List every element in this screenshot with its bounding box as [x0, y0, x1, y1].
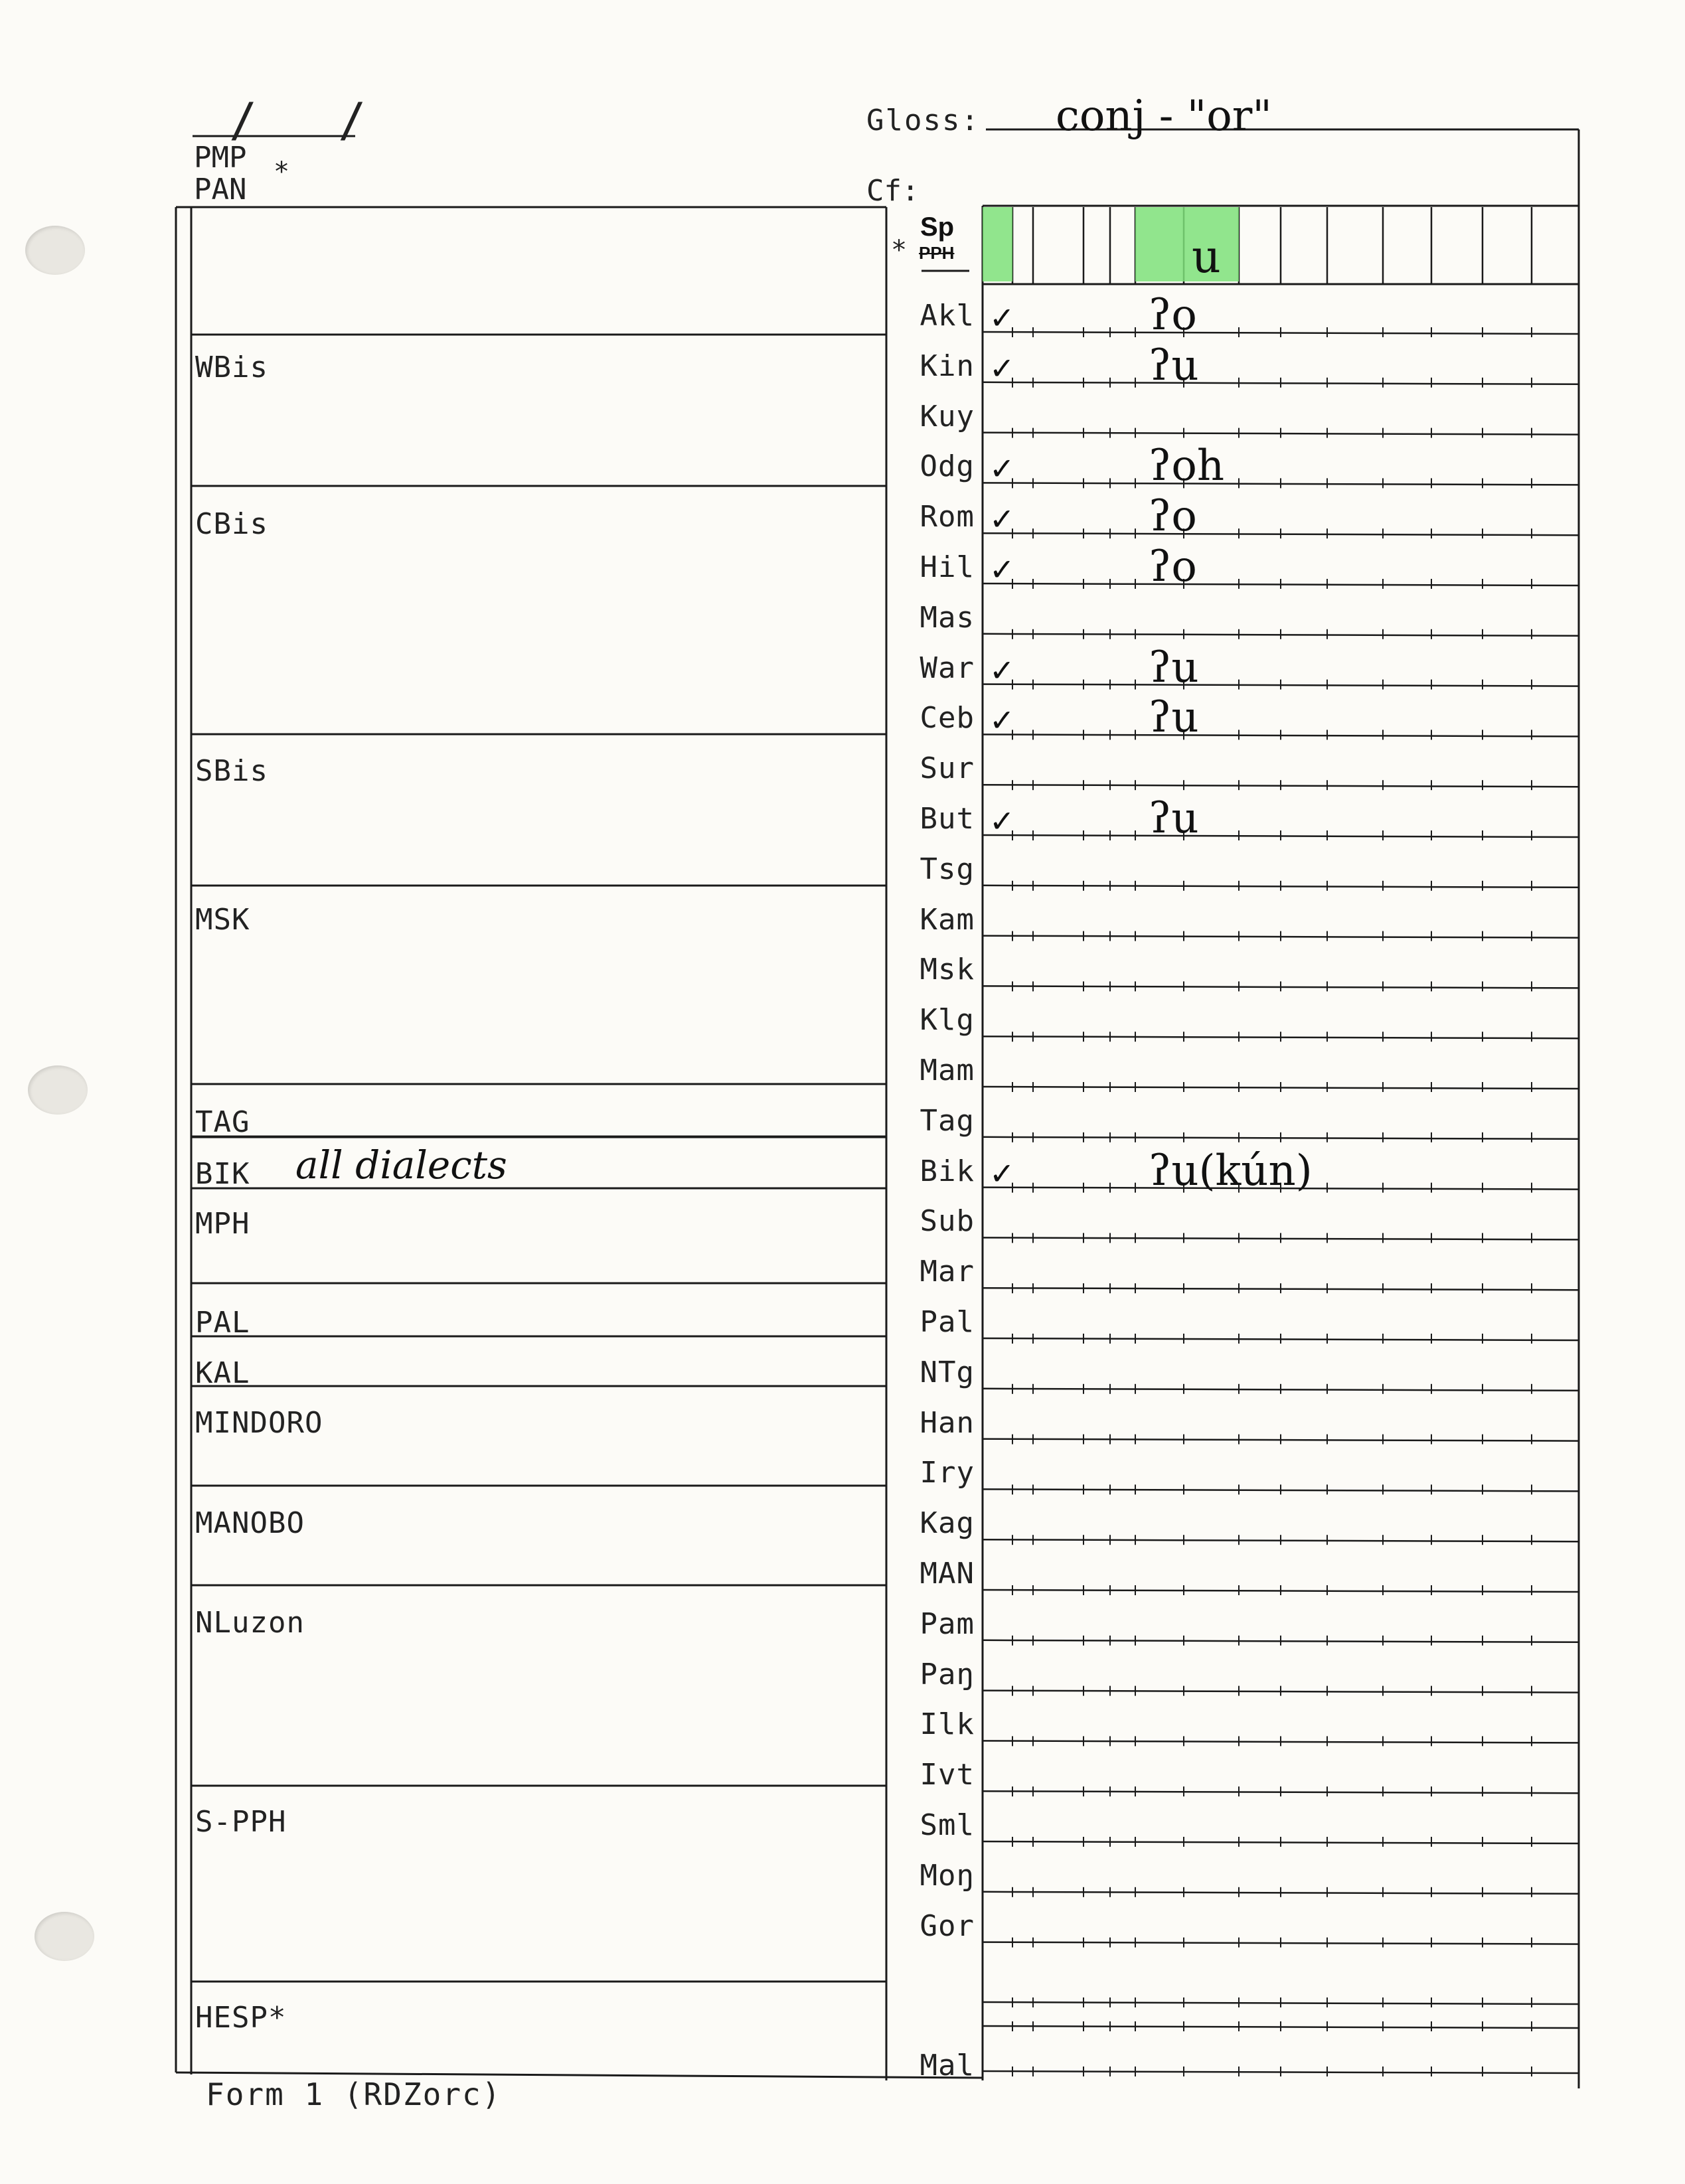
cognate-check-mark: ✓ [989, 501, 1015, 538]
group-label-manobo: MANOBO [195, 1506, 305, 1540]
cognate-form: ʔo [1149, 492, 1197, 542]
language-code: MAN [920, 1557, 975, 1591]
language-code: Kag [920, 1506, 975, 1541]
group-label-wbis: WBis [195, 351, 268, 384]
group-label-s-pph: S-PPH [195, 1805, 287, 1839]
header-asterisk: * [891, 235, 908, 266]
cognate-check-mark: ✓ [989, 702, 1015, 739]
group-label-tag: TAG [195, 1105, 250, 1139]
group-label-kal: KAL [195, 1356, 250, 1390]
cognate-check-mark: ✓ [989, 350, 1015, 386]
language-code: Odg [920, 449, 975, 484]
cognate-form: ʔo [1149, 542, 1197, 591]
language-code: NTg [920, 1355, 975, 1389]
language-code: Pam [920, 1606, 975, 1641]
pmp-label: PMP [194, 141, 247, 175]
cognate-check-mark: ✓ [989, 451, 1015, 487]
group-label-sbis: SBis [195, 754, 268, 788]
cognate-form: ʔu [1149, 341, 1199, 390]
cognate-form: ʔo [1149, 291, 1197, 340]
language-code: Rom [920, 500, 975, 534]
date-slashes: / / [229, 93, 393, 147]
language-code: Tsg [920, 852, 975, 886]
cognate-form: ʔu(kún) [1149, 1146, 1313, 1196]
group-label-hesp-: HESP* [195, 2001, 287, 2035]
sp-label: Sp [920, 212, 955, 242]
cognate-check-mark: ✓ [989, 652, 1015, 688]
group-label-pal: PAL [195, 1306, 250, 1340]
group-label-msk: MSK [195, 903, 250, 937]
cognate-check-mark: ✓ [989, 803, 1015, 839]
language-code: Kuy [920, 399, 975, 433]
language-code: Hil [920, 550, 975, 584]
header-form: u [1192, 231, 1221, 283]
grid-highlight-main [1135, 207, 1239, 281]
reconstruction-asterisk: * [274, 157, 290, 187]
language-code: Mam [920, 1053, 975, 1087]
language-code: War [920, 651, 975, 685]
grid-highlight [983, 207, 1012, 281]
group-label-mph: MPH [195, 1207, 250, 1241]
language-code: Sub [920, 1204, 975, 1239]
language-code: Akl [920, 299, 975, 333]
language-code: Moŋ [920, 1858, 975, 1893]
language-code: Tag [920, 1103, 975, 1138]
language-code: Pal [920, 1305, 975, 1339]
group-label-nluzon: NLuzon [195, 1606, 305, 1640]
pan-label: PAN [194, 173, 247, 206]
cognate-check-mark: ✓ [989, 300, 1015, 336]
form-footer: Form 1 (RDZorc) [206, 2076, 502, 2112]
language-code: Msk [920, 953, 975, 987]
language-code: Gor [920, 1909, 975, 1943]
language-code: Mas [920, 600, 975, 635]
cognate-check-mark: ✓ [989, 1155, 1015, 1192]
gloss-value: conj - "or" [1056, 92, 1272, 141]
language-code: Iry [920, 1456, 975, 1490]
language-code: But [920, 802, 975, 836]
language-code: Paŋ [920, 1657, 975, 1691]
sp-sub-label: PPH [919, 243, 955, 263]
group-note: all dialects [295, 1142, 507, 1188]
cf-label: Cf: [866, 174, 920, 208]
cognate-check-mark: ✓ [989, 552, 1015, 587]
language-code: Han [920, 1405, 975, 1440]
language-code: Mar [920, 1255, 975, 1289]
language-code: Ilk [920, 1707, 975, 1742]
language-code: Sml [920, 1808, 975, 1842]
cognate-form: ʔoh [1149, 441, 1225, 491]
gloss-label: Gloss: [866, 104, 980, 137]
group-label-mindoro: MINDORO [195, 1406, 323, 1440]
language-code: Ivt [920, 1758, 975, 1792]
cognate-form: ʔu [1149, 693, 1199, 743]
language-code: Ceb [920, 701, 975, 736]
cognate-form: ʔu [1149, 643, 1199, 692]
group-label-bik: BIK [195, 1157, 250, 1191]
group-label-cbis: CBis [195, 507, 268, 541]
language-code: Klg [920, 1003, 975, 1038]
language-code: Kin [920, 349, 975, 383]
language-code: Kam [920, 902, 975, 937]
language-code: Bik [920, 1154, 975, 1188]
cognate-form: ʔu [1149, 794, 1199, 843]
language-code: Mal [920, 2049, 975, 2082]
language-code: Sur [920, 751, 975, 786]
